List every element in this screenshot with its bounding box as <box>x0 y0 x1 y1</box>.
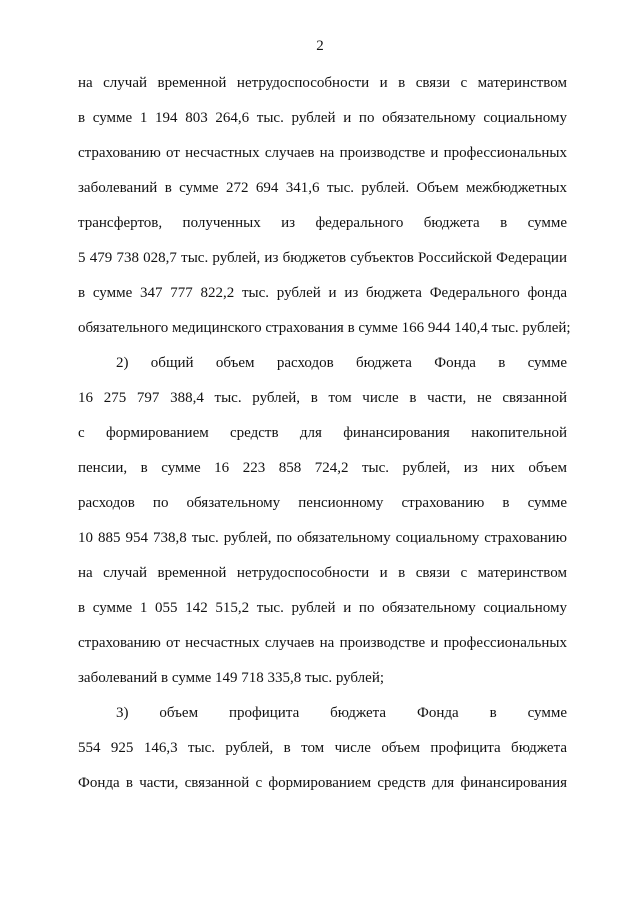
text-line: 3) объем профицита бюджета Фонда в сумме <box>116 705 567 721</box>
text-line: 16 275 797 388,4 тыс. рублей, в том числе в части, не связанной <box>78 390 567 406</box>
text-line: в сумме 1 194 803 264,6 тыс. рублей и по обязательному социальному <box>78 110 567 126</box>
text-line: 554 925 146,3 тыс. рублей, в том числе объем профицита бюджета <box>78 740 567 756</box>
text-line: обязательного медицинского страхования в сумме 166 944 140,4 тыс. рублей; <box>78 320 571 336</box>
text-line: на случай временной нетрудоспособности и в связи с материнством <box>78 75 567 91</box>
text-line: пенсии, в сумме 16 223 858 724,2 тыс. рублей, из них объем <box>78 460 567 476</box>
text-line: страхованию от несчастных случаев на производстве и профессиональных <box>78 145 567 161</box>
text-line: расходов по обязательному пенсионному страхованию в сумме <box>78 495 567 511</box>
text-line: в сумме 1 055 142 515,2 тыс. рублей и по обязательному социальному <box>78 600 567 616</box>
text-line: заболеваний в сумме 149 718 335,8 тыс. рублей; <box>78 670 385 686</box>
text-line: на случай временной нетрудоспособности и в связи с материнством <box>78 565 567 581</box>
text-line: с формированием средств для финансирования накопительной <box>78 425 567 441</box>
text-line: в сумме 347 777 822,2 тыс. рублей и из бюджета Федерального фонда <box>78 285 567 301</box>
text-line: заболеваний в сумме 272 694 341,6 тыс. рублей. Объем межбюджетных <box>78 180 567 196</box>
text-line: 2) общий объем расходов бюджета Фонда в сумме <box>116 355 567 371</box>
text-line: 10 885 954 738,8 тыс. рублей, по обязательному социальному страхованию <box>78 530 567 546</box>
text-line: Фонда в части, связанной с формированием средств для финансирования <box>78 775 567 791</box>
text-line: страхованию от несчастных случаев на производстве и профессиональных <box>78 635 567 651</box>
text-line: 5 479 738 028,7 тыс. рублей, из бюджетов субъектов Российской Федерации <box>78 250 567 266</box>
page-number: 2 <box>316 38 324 54</box>
text-line: трансфертов, полученных из федерального бюджета в сумме <box>78 215 567 231</box>
